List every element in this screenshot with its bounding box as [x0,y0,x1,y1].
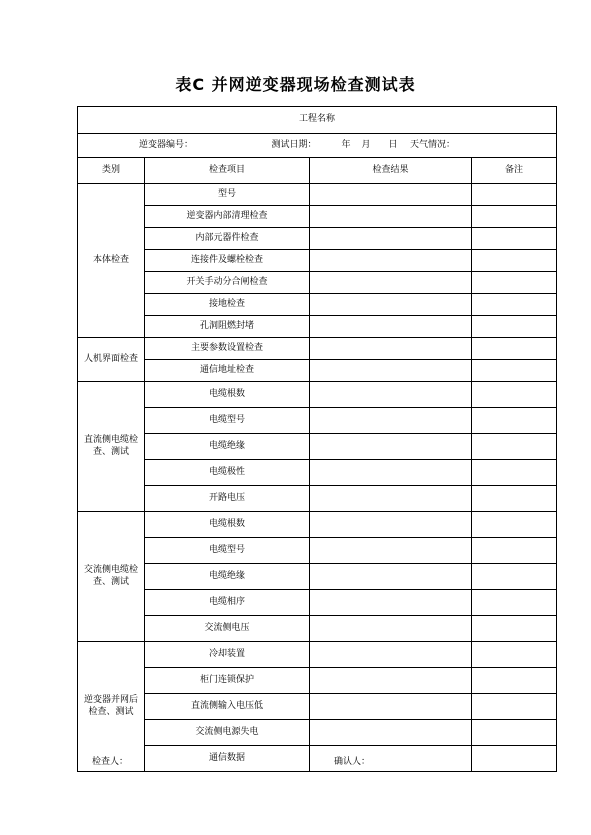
category-cell: 交流侧电缆检查、测试 [78,512,145,642]
inverter-no-label: 逆变器编号： [138,139,193,150]
check-result-cell[interactable] [310,360,472,382]
table-row [78,434,557,460]
category-cell: 本体检查 [78,184,145,338]
check-item-cell: 接地检查 [145,294,310,316]
check-result-cell[interactable] [310,184,472,206]
check-result-cell[interactable] [310,642,472,668]
table-row [78,512,557,538]
check-result-cell[interactable] [310,294,472,316]
check-item-cell: 直流侧输入电压低 [145,694,310,720]
table-row [78,272,557,294]
check-item-cell: 电缆型号 [145,408,310,434]
remark-cell[interactable] [472,486,557,512]
check-result-cell[interactable] [310,382,472,408]
remark-cell[interactable] [472,460,557,486]
table-row [78,564,557,590]
remark-cell[interactable] [472,538,557,564]
project-name-field[interactable] [78,107,557,134]
remark-cell[interactable] [472,316,557,338]
check-result-cell[interactable] [310,206,472,228]
check-item-cell: 开路电压 [145,486,310,512]
table-row [78,294,557,316]
remark-cell[interactable] [472,564,557,590]
check-item-cell: 通信地址检查 [145,360,310,382]
check-result-cell[interactable] [310,538,472,564]
meta-row [78,134,557,158]
check-item-cell: 电缆绝缘 [145,564,310,590]
header-row [78,158,557,184]
table-row [78,590,557,616]
check-result-cell[interactable] [310,590,472,616]
check-result-cell[interactable] [310,316,472,338]
check-result-cell[interactable] [310,272,472,294]
table-row [78,408,557,434]
table-row [78,338,557,360]
page-title: 表C 并网逆变器现场检查测试表 [175,75,416,94]
table-row [78,206,557,228]
check-item-cell: 电缆相序 [145,590,310,616]
check-item-cell: 连接件及螺栓检查 [145,250,310,272]
check-item-cell: 电缆根数 [145,382,310,408]
table-row [78,382,557,408]
check-result-cell[interactable] [310,228,472,250]
check-item-cell: 开关手动分合闸检查 [145,272,310,294]
table-row [78,616,557,642]
check-result-cell[interactable] [310,694,472,720]
remark-cell[interactable] [472,206,557,228]
remark-cell[interactable] [472,512,557,538]
table-row [78,642,557,668]
check-result-cell[interactable] [310,564,472,590]
project-row [78,107,557,134]
remark-cell[interactable] [472,616,557,642]
category-cell: 逆变器并网后检查、测试 [78,642,145,772]
remark-cell[interactable] [472,338,557,360]
remark-cell[interactable] [472,746,557,772]
check-result-cell[interactable] [310,616,472,642]
check-result-cell[interactable] [310,486,472,512]
remark-cell[interactable] [472,694,557,720]
check-item-cell: 通信数据 [145,746,310,772]
header-item: 检查项目 [145,158,310,184]
table-row [78,360,557,382]
check-result-cell[interactable] [310,720,472,746]
inspector-label: 检查人： [92,757,129,767]
check-item-cell: 内部元器件检查 [145,228,310,250]
remark-cell[interactable] [472,382,557,408]
confirmer-label: 确认人： [334,757,371,767]
check-item-cell: 孔洞阻燃封堵 [145,316,310,338]
check-result-cell[interactable] [310,460,472,486]
table-row [78,694,557,720]
remark-cell[interactable] [472,642,557,668]
remark-cell[interactable] [472,228,557,250]
category-cell: 直流侧电缆检查、测试 [78,382,145,512]
check-result-cell[interactable] [310,250,472,272]
table-row [78,250,557,272]
remark-cell[interactable] [472,720,557,746]
table-row [78,720,557,746]
check-item-cell: 冷却装置 [145,642,310,668]
table-row [78,538,557,564]
check-item-cell: 主要参数设置检查 [145,338,310,360]
check-result-cell[interactable] [310,512,472,538]
check-result-cell[interactable] [310,668,472,694]
check-item-cell: 交流侧电源失电 [145,720,310,746]
check-result-cell[interactable] [310,338,472,360]
check-item-cell: 交流侧电压 [145,616,310,642]
table-row [78,486,557,512]
category-cell: 人机界面检查 [78,338,145,382]
inspection-table [77,106,557,772]
table-row [78,746,557,772]
check-item-cell: 逆变器内部清理检查 [145,206,310,228]
check-item-cell: 电缆根数 [145,512,310,538]
remark-cell[interactable] [472,434,557,460]
test-date-label: 测试日期： [271,139,317,150]
header-category: 类别 [78,158,145,184]
project-name-label: 工程名称 [299,114,336,125]
table-row [78,184,557,206]
table-row [78,668,557,694]
check-item-cell: 型号 [145,184,310,206]
table-row [78,316,557,338]
remark-cell[interactable] [472,408,557,434]
check-item-cell: 电缆型号 [145,538,310,564]
remark-cell[interactable] [472,294,557,316]
check-item-cell: 电缆绝缘 [145,434,310,460]
header-result: 检查结果 [310,158,472,184]
weather-label: 天气情况： [410,139,456,150]
check-result-cell[interactable] [310,434,472,460]
remark-cell[interactable] [472,668,557,694]
check-item-cell: 柜门连锁保护 [145,668,310,694]
remark-cell[interactable] [472,590,557,616]
day-label: 日 [388,139,398,150]
year-label: 年 [341,139,351,150]
table-row [78,460,557,486]
remark-cell[interactable] [472,360,557,382]
table-row [78,228,557,250]
remark-cell[interactable] [472,250,557,272]
remark-cell[interactable] [472,272,557,294]
remark-cell[interactable] [472,184,557,206]
month-label: 月 [361,139,371,150]
header-remark: 备注 [472,158,557,184]
check-result-cell[interactable] [310,408,472,434]
check-item-cell: 电缆极性 [145,460,310,486]
